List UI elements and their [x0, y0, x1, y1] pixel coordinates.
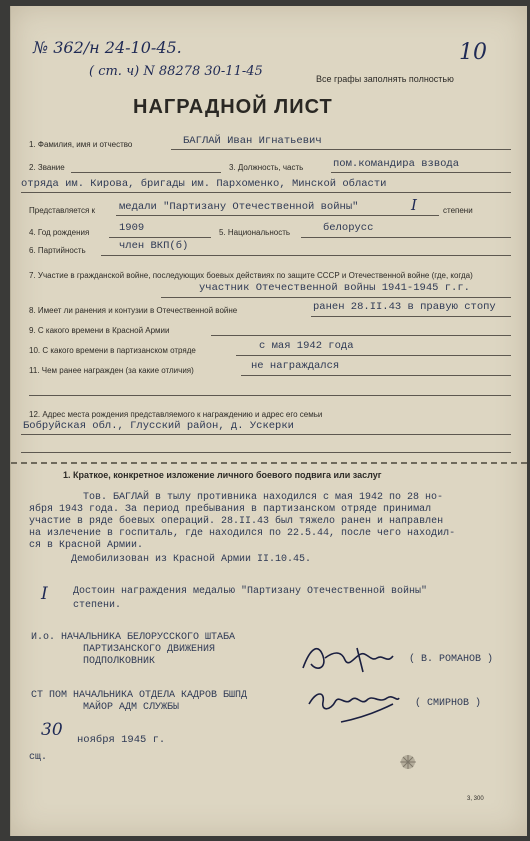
field-12-value: Бобруйская обл., Глусский район, д. Ускерки — [23, 420, 294, 432]
field-10-value: с мая 1942 года — [259, 340, 354, 352]
field-1-label: 1. Фамилия, имя и отчество — [29, 140, 133, 149]
field-8-label: 8. Имеет ли ранения и контузии в Отечественной войне — [29, 306, 238, 315]
field-3-value: пом.командира взвода — [333, 158, 460, 170]
field-11-value: не награждался — [251, 360, 340, 372]
narrative-line-2: ября 1943 года. За период пребывания в партизанском отряде принимал — [29, 504, 432, 515]
sig2-line2: МАЙОР АДМ СЛУЖБЫ — [83, 702, 180, 713]
date-day: 30 — [41, 720, 63, 740]
field-5-label: 5. Национальность — [219, 228, 291, 237]
field-12-extra-line — [21, 452, 511, 453]
field-3-label: 3. Должность, часть — [229, 163, 304, 172]
field-2-line — [71, 172, 221, 173]
field-12-label: 12. Адрес места рождения представляемого к награждению и адрес его семьи — [29, 410, 323, 419]
sig1-line3: ПОДПОЛКОВНИК — [83, 656, 156, 667]
typist-initials: сщ. — [29, 752, 48, 763]
field-4-line — [109, 237, 211, 238]
narrative-line-7: Достоин награждения медалью "Партизану Отечественной войны" — [73, 586, 428, 597]
narrative-line-8: степени. — [73, 600, 122, 611]
narrative-degree: I — [41, 584, 48, 604]
field-3-value-cont: отряда им. Кирова, бригады им. Пархоменко, Минской области — [21, 178, 387, 190]
field-7-line — [161, 297, 511, 298]
narrative-line-4: на излечение в госпиталь, где находился по 22.5.44, после чего находил- — [29, 528, 456, 539]
narrative-line-1: Тов. БАГЛАЙ в тылу противника находился с мая 1942 по 28 но- — [83, 492, 444, 503]
sig1-line1: И.о. НАЧАЛЬНИКА БЕЛОРУССКОГО ШТАБА — [31, 632, 236, 643]
field-1-value: БАГЛАЙ Иван Игнатьевич — [183, 135, 322, 147]
field-6-value: член ВКП(б) — [119, 240, 189, 252]
stamp-mark-icon — [395, 752, 421, 772]
fill-note: Все графы заполнять полностью — [316, 74, 454, 84]
field-4-value: 1909 — [119, 222, 145, 234]
present-label: Представляется к — [29, 206, 96, 215]
degree-label: степени — [443, 206, 473, 215]
registration-number: № 362/н 24-10-45. — [33, 38, 182, 57]
field-8-line — [311, 316, 511, 317]
field-3-line — [331, 172, 511, 173]
narrative-line-5: ся в Красной Армии. — [29, 540, 144, 551]
print-code: 3, 300 — [467, 796, 484, 802]
registration-number-2: ( ст. ч) N 88278 30-11-45 — [89, 64, 263, 79]
page-mark: 10 — [459, 40, 487, 65]
sig1-line2: ПАРТИЗАНСКОГО ДВИЖЕНИЯ — [83, 644, 216, 655]
field-11-label: 11. Чем ранее награжден (за какие отличия) — [29, 366, 194, 375]
sig2-line1: СТ ПОМ НАЧАЛЬНИКА ОТДЕЛА КАДРОВ БШПД — [31, 690, 248, 701]
field-6-label: 6. Партийность — [29, 246, 86, 255]
field-5-line — [301, 237, 511, 238]
field-11-line — [241, 375, 511, 376]
narrative-line-3: участие в ряде боевых операций. 28.II.43 был тяжело ранен и направлен — [29, 516, 444, 527]
degree-value: I — [411, 196, 417, 214]
signature-1 — [297, 638, 407, 678]
page-title: НАГРАДНОЙ ЛИСТ — [133, 96, 333, 118]
date-rest: ноября 1945 г. — [77, 734, 166, 746]
field-6-line — [101, 255, 511, 256]
field-9-label: 9. С какого времени в Красной Армии — [29, 326, 170, 335]
field-11-extra-line — [29, 395, 511, 396]
narrative-line-6: Демобилизован из Красной Армии II.10.45. — [71, 554, 312, 565]
field-2-label: 2. Звание — [29, 163, 65, 172]
field-12-line — [21, 434, 511, 435]
field-4-label: 4. Год рождения — [29, 228, 90, 237]
sig1-name: ( В. РОМАНОВ ) — [409, 654, 494, 665]
field-8-value: ранен 28.II.43 в правую стопу — [313, 301, 496, 313]
field-10-label: 10. С какого времени в партизанском отряде — [29, 346, 196, 355]
field-10-line — [236, 355, 511, 356]
section-1-heading: 1. Краткое, конкретное изложение личного боевого подвига или заслуг — [63, 470, 382, 480]
award-sheet — [10, 6, 527, 836]
field-3-cont-line — [21, 192, 511, 193]
present-value: медали "Партизану Отечественной войны" — [119, 201, 359, 213]
field-7-label: 7. Участие в гражданской войне, последующих боевых действиях по защите СССР и Отечественной войне (где, когда) — [29, 271, 473, 280]
sig2-name: ( СМИРНОВ ) — [415, 698, 482, 709]
field-1-line — [171, 149, 511, 150]
section-divider — [11, 462, 527, 464]
field-7-value: участник Отечественной войны 1941-1945 г.г. — [199, 282, 470, 294]
present-line — [116, 215, 439, 216]
field-9-line — [211, 335, 511, 336]
signature-2 — [301, 682, 411, 732]
field-5-value: белорусс — [323, 222, 374, 234]
